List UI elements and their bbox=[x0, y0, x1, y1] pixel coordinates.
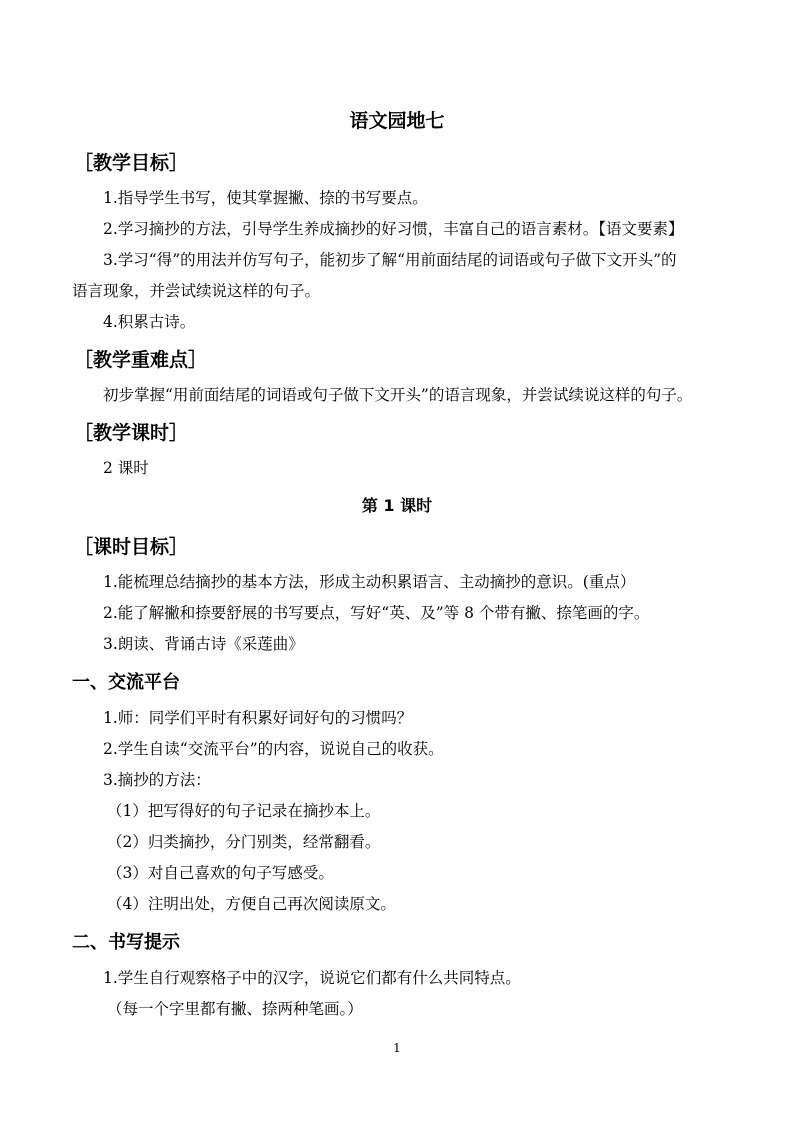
method-4: （4）注明出处，方便自己再次阅读原文。 bbox=[107, 895, 396, 913]
lesson-goal-2: 2.能了解撇和捺要舒展的书写要点，写好“英、及”等 8 个带有撇、捺笔画的字。 bbox=[103, 604, 650, 622]
lesson-goal-3: 3.朗读、背诵古诗《采莲曲》 bbox=[103, 635, 304, 653]
part-1-heading: 一、交流平台 bbox=[72, 672, 180, 693]
page-number: 1 bbox=[393, 1041, 401, 1055]
part-1-item-3: 3.摘抄的方法： bbox=[103, 771, 211, 789]
goal-item-4: 4.积累古诗。 bbox=[103, 313, 196, 331]
method-3: （3）对自己喜欢的句子写感受。 bbox=[107, 864, 334, 882]
goal-item-1: 1.指导学生书写，使其掌握撇、捺的书写要点。 bbox=[103, 189, 428, 207]
goal-item-3-continued: 语言现象，并尝试续说这样的句子。 bbox=[72, 282, 321, 300]
page-title: 语文园地七 bbox=[349, 110, 445, 132]
class-hours-heading: ［教学课时］ bbox=[74, 422, 189, 444]
part-1-item-2: 2.学生自读“交流平台”的内容，说说自己的收获。 bbox=[103, 740, 444, 758]
teaching-goals-heading: ［教学目标］ bbox=[74, 152, 189, 174]
key-points-text: 初步掌握“用前面结尾的词语或句子做下文开头”的语言现象，并尝试续说这样的句子。 bbox=[103, 386, 693, 404]
key-points-heading: ［教学重难点］ bbox=[74, 349, 208, 371]
lesson-1-heading: 第 1 课时 bbox=[361, 496, 433, 515]
goal-item-2: 2.学习摘抄的方法，引导学生养成摘抄的好习惯，丰富自己的语言素材。【语文要素】 bbox=[103, 220, 684, 238]
class-hours-text: 2 课时 bbox=[103, 459, 149, 477]
goal-item-3: 3.学习“得”的用法并仿写句子，能初步了解“用前面结尾的词语或句子做下文开头”的 bbox=[103, 251, 677, 269]
part-2-item-1: 1.学生自行观察格子中的汉字，说说它们都有什么共同特点。 bbox=[103, 969, 521, 987]
part-2-heading: 二、书写提示 bbox=[72, 932, 180, 953]
part-1-item-1: 1.师：同学们平时有积累好词好句的习惯吗？ bbox=[103, 709, 413, 727]
method-2: （2）归类摘抄，分门别类，经常翻看。 bbox=[107, 833, 381, 851]
lesson-goals-heading: ［课时目标］ bbox=[74, 536, 189, 558]
lesson-goal-1: 1.能梳理总结摘抄的基本方法，形成主动积累语言、主动摘抄的意识。(重点） bbox=[103, 573, 636, 591]
part-2-item-1-note: （每一个字里都有撇、捺两种笔画。） bbox=[107, 1000, 363, 1018]
method-1: （1）把写得好的句子记录在摘抄本上。 bbox=[107, 802, 381, 820]
